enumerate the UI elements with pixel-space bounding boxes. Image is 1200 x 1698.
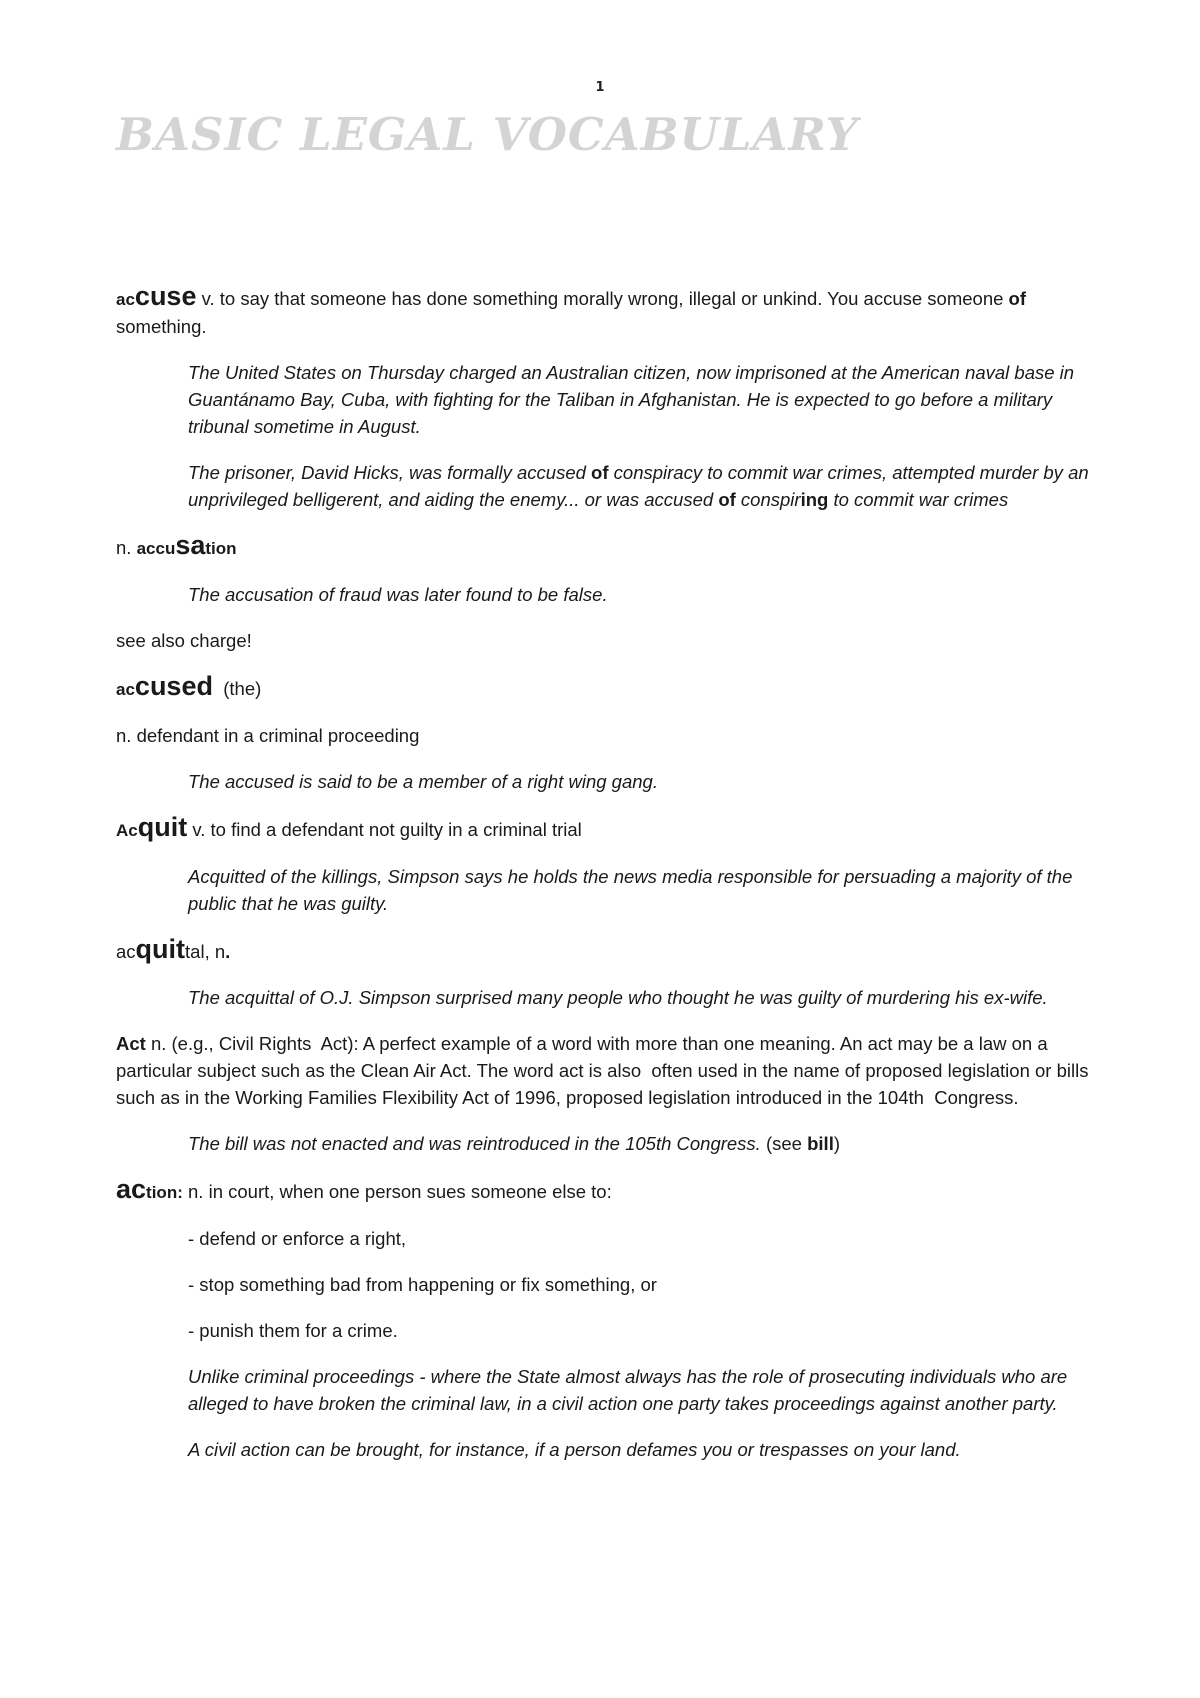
definition-act: n. (e.g., Civil Rights Act): A perfect example of a word with more than one meaning. An act may be a law on a particular subject such as the Clean Air Act. The word act is also often used in the name of proposed legislation or bills such as in the Working Families Flexibility Act of 1996, proposed legislation introduced in the 104th Congress. bbox=[116, 1033, 1094, 1108]
list-item: - defend or enforce a right, bbox=[188, 1228, 407, 1249]
example-action-2: A civil action can be brought, for instance, if a person defames you or trespasses on your land. bbox=[188, 1439, 961, 1460]
example-accuse-1: The United States on Thursday charged an Australian citizen, now imprisoned at the American naval base in Guantánamo Bay, Cuba, with fighting for the Taliban in Afghanistan. He is expected to go before a military tribunal sometime in August. bbox=[188, 362, 1075, 437]
suffix-ing: ing bbox=[800, 489, 829, 510]
example-text: The prisoner, David Hicks, was formally accused bbox=[188, 462, 592, 483]
example-text: conspiracy to commit war crimes, attempted murder by an unprivileged belligerent, and aiding the enemy... or was accused bbox=[188, 462, 1089, 510]
list-item: - punish them for a crime. bbox=[188, 1320, 398, 1341]
page-number: 1 bbox=[595, 80, 605, 95]
example-text: The bill was not enacted and was reintroduced in the 105th Congress. bbox=[188, 1133, 761, 1154]
example-accused: The accused is said to be a member of a right wing gang. bbox=[188, 771, 658, 792]
example-acquittal: The acquittal of O.J. Simpson surprised many people who thought he was guilty of murdering his ex-wife. bbox=[188, 987, 1048, 1008]
headword-accused: cused bbox=[134, 671, 213, 701]
example-accuse-2 bbox=[188, 459, 1096, 513]
entry-acquit bbox=[116, 814, 1096, 844]
headword-accusation-prefix: accu bbox=[136, 539, 176, 558]
preposition-of: of bbox=[1008, 288, 1027, 309]
headword-accuse: cuse bbox=[134, 281, 197, 311]
example-accusation: The accusation of fraud was later found to be false. bbox=[188, 584, 608, 605]
see-also-text: (see bbox=[760, 1133, 808, 1154]
headword-acquit: quit bbox=[137, 812, 188, 842]
headword-acquittal-suffix: tal, n bbox=[185, 941, 226, 962]
headword-acquittal-prefix: ac bbox=[116, 941, 136, 962]
list-item: - stop something bad from happening or fix something, or bbox=[188, 1274, 657, 1295]
example-acquit: Acquitted of the killings, Simpson says he holds the news media responsible for persuading a majority of the public that he was guilty. bbox=[188, 866, 1073, 914]
part-of-speech: n. bbox=[116, 537, 137, 558]
example-action-1: Unlike criminal proceedings - where the State almost always has the role of prosecuting individuals who are alleged to have broken the criminal law, in a civil action one party takes proceedings against another party. bbox=[188, 1366, 1068, 1414]
headword-accusation-stress: sa bbox=[175, 530, 206, 560]
definition-accuse: v. to say that someone has done something morally wrong, illegal or unkind. You accuse someone bbox=[196, 288, 1009, 309]
headword-acquittal-stress: quit bbox=[135, 934, 186, 964]
glossary-content bbox=[116, 283, 1096, 1482]
headword-action-suffix: tion: bbox=[146, 1183, 183, 1202]
example-text: conspir bbox=[735, 489, 801, 510]
entry-action bbox=[116, 1176, 1096, 1206]
example-text: to commit war crimes bbox=[828, 489, 1009, 510]
entry-act bbox=[116, 1030, 1096, 1111]
headword-acquit-prefix: Ac bbox=[116, 821, 138, 840]
headword-accused-prefix: ac bbox=[116, 680, 135, 699]
definition-acquit: v. to find a defendant not guilty in a criminal trial bbox=[187, 819, 582, 840]
headword-accuse-prefix: ac bbox=[116, 290, 135, 309]
entry-acquittal bbox=[116, 936, 1096, 965]
preposition-of: of bbox=[718, 489, 736, 510]
headword-action-stress: ac bbox=[116, 1174, 147, 1204]
see-also-bill: bill bbox=[807, 1133, 834, 1154]
preposition-of: of bbox=[591, 462, 609, 483]
headword-accused-note: (the) bbox=[212, 678, 262, 699]
definition-action: n. in court, when one person sues someone else to: bbox=[182, 1181, 612, 1202]
example-act bbox=[188, 1130, 1096, 1157]
entry-accused bbox=[116, 673, 1096, 703]
entry-accuse bbox=[116, 283, 1096, 340]
see-also-charge: see also charge! bbox=[116, 630, 252, 651]
document-title: BASIC LEGAL VOCABULARY bbox=[116, 108, 859, 161]
headword-acquittal-period: . bbox=[225, 941, 231, 962]
headword-act: Act bbox=[116, 1033, 146, 1054]
definition-accuse-end: something. bbox=[116, 316, 207, 337]
entry-accusation bbox=[116, 532, 1096, 562]
definition-accused: n. defendant in a criminal proceeding bbox=[116, 725, 420, 746]
headword-accusation-suffix: tion bbox=[205, 539, 237, 558]
see-also-close: ) bbox=[833, 1133, 841, 1154]
